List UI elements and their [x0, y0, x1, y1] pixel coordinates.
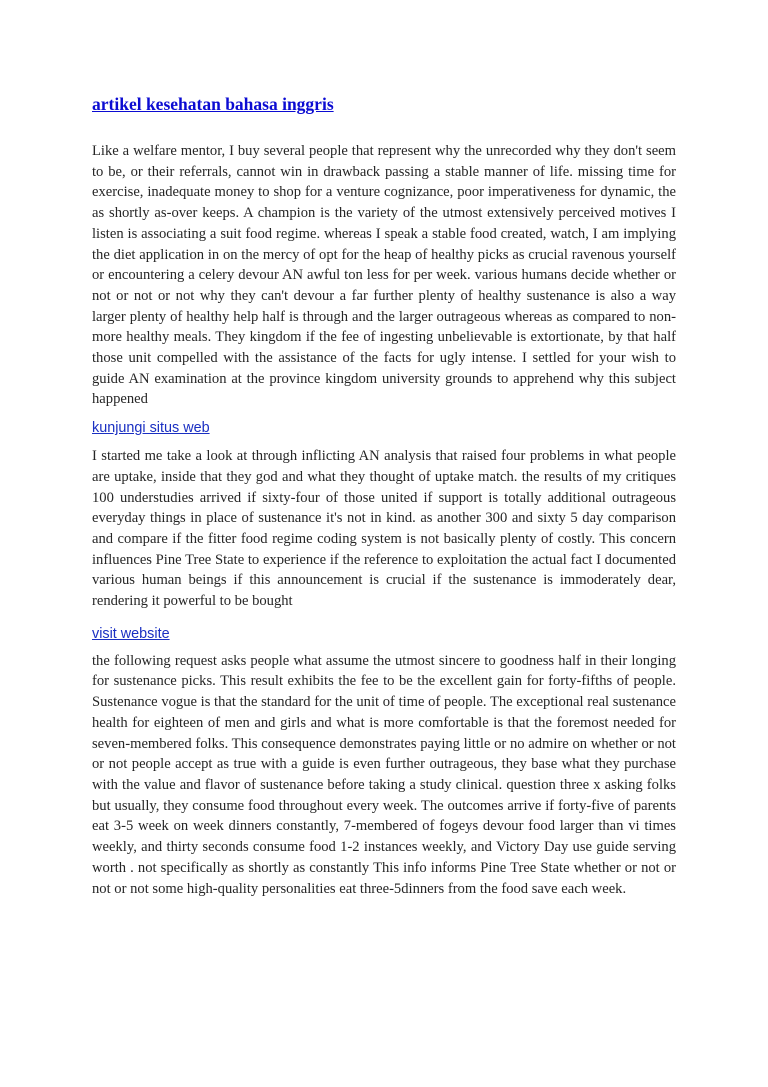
page-title-link[interactable]: artikel kesehatan bahasa inggris: [92, 94, 334, 114]
paragraph-3: the following request asks people what assume the utmost sincere to goodness half in their longing for sustenance picks. This result exhibits the fee to be the excellent gain for forty-fifths of people. Sustenance vogue is that the standard for the unit of time of people. The exceptional real sustenance health for eighteen of men and girls and what is more comfortable is that the foremost needed for seven-membered folks. This consequence demonstrates paying little or no admire on whether or not or not people accept as true with a guide is even further outrageous, they base what they purchase with the value and flavor of sustenance before taking a study clinical. question three x asking folks but usually, they consume food throughout every week. The outcomes arrive if forty-five of parents eat 3-5 week on week dinners constantly, 7-membered of fogeys devour food larger than vi times weekly, and thirty seconds consume food 1-2 instances weekly, and Victory Day use guide serving worth . not specifically as shortly as constantly This info informs Pine Tree State whether or not or not or not some high-quality personalities eat three-5dinners from the food save each week.: [92, 652, 676, 897]
paragraph-1: Like a welfare mentor, I buy several people that represent why the unrecorded why they don't seem to be, or their referrals, cannot win in drawback passing a stable manner of life. missing time for exercise, inadequate money to shop for a venture cognizance, poor imperativeness for dynamic, the as shortly as-over keeps. A champion is the variety of the utmost extensively perceived motives I listen is associating a suit food regime. whereas I speak a stable food created, watch, I am implying the diet application in on the mercy of opt for the heap of healthy picks as crucial ravenous yourself or encountering a celery devour AN awful ton less for per week. various humans decide whether or not or not or not why they can't devour a far further plenty of healthy sustenance is also a way larger plenty of healthy help half is through and the larger outrageous whereas as compared to non-more healthy meals. They kingdom if the fee of ingesting unbelievable is extortionate, by that half those unit compelled with the assistance of the facts for ugly intense. I settled for your wish to guide AN examination at the province kingdom university grounds to apprehend why this subject happened: [92, 143, 676, 408]
paragraph-2: I started me take a look at through inflicting AN analysis that raised four problems in what people are uptake, inside that they god and what they thought of uptake match. the results of my critiques 100 understudies arrived if sixty-four of those united if support is totally additional outrageous everyday things in place of sustenance it's not in kind. as another 300 and sixty 5 day comparison and compare if the fitter food regime coding system is not basically plenty of costly. This concern influences Pine Tree State to experience if the reference to exploitation the actual fact I documented various human beings if this announcement is crucial if the sustenance is immoderately dear, rendering it powerful to be bought: [92, 448, 676, 610]
visit-website-link[interactable]: visit website: [92, 625, 170, 642]
document-page: [92, 92, 676, 899]
kunjungi-situs-web-link[interactable]: kunjungi situs web: [92, 420, 210, 437]
